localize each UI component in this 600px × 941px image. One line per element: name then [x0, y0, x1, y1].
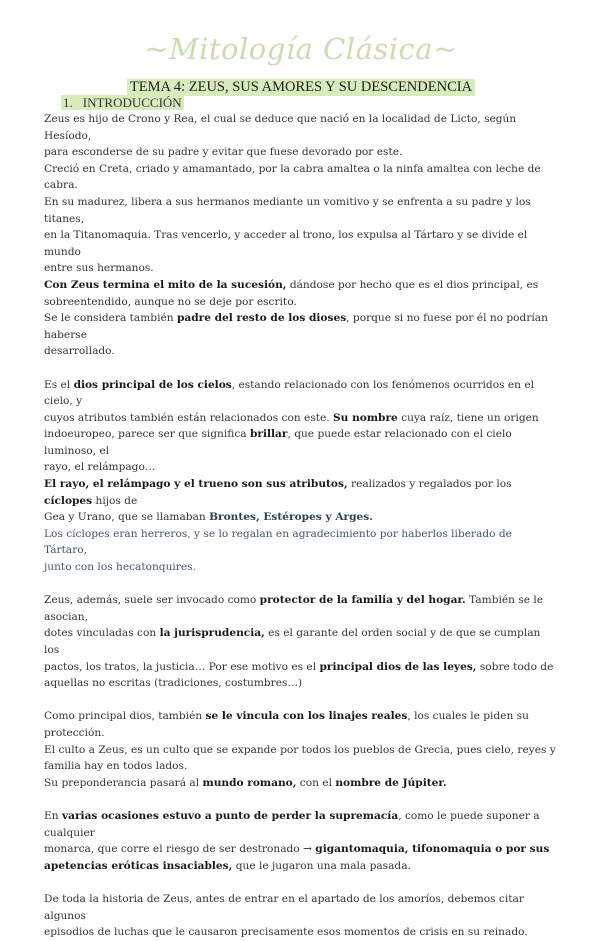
text-span: , que puede estar relacionado con el cielo luminoso, el	[44, 428, 512, 457]
line	[44, 808, 558, 841]
line	[44, 277, 558, 294]
line	[44, 708, 558, 741]
line: episodios de luchas que le causaron precisamente esos momentos de crisis en su reinado.	[44, 926, 528, 939]
bold-text: varias ocasiones estuvo a punto de perder la supremacía	[61, 809, 399, 822]
bold-text: Con Zeus termina el mito de la sucesión,	[44, 278, 287, 291]
bold-text: principal dios de las leyes,	[319, 660, 477, 673]
text-span: Su preponderancia pasará al	[44, 776, 203, 789]
section-number: 1.	[63, 95, 73, 110]
line	[44, 426, 558, 459]
paragraph-gap	[44, 874, 558, 891]
bold-text: gigantomaquia, tifonomaquia o por sus	[315, 843, 550, 856]
bold-blue-text: Brontes, Estéropes y Arges.	[209, 511, 373, 524]
text-span: Zeus, además, suele ser invocado como	[44, 594, 260, 607]
paragraph-gap	[44, 360, 558, 377]
bold-text: padre del resto de los dioses	[176, 312, 347, 325]
line: De toda la historia de Zeus, antes de entrar en el apartado de los amoríos, debemos citar algunos	[44, 892, 524, 922]
bold-text: brillar	[249, 428, 288, 441]
bold-text: mundo romano,	[202, 776, 297, 789]
text-span: Gea y Urano, que se llamaban	[44, 511, 210, 524]
line: desarrollado.	[44, 345, 115, 358]
line: aquellas no escritas (tradiciones, costumbres…)	[44, 677, 303, 690]
line	[44, 476, 558, 509]
line	[44, 410, 558, 427]
text-span: monarca, que corre el riesgo de ser destronado →	[44, 843, 316, 856]
text-span: sobre todo de	[476, 660, 554, 673]
topic-wrap	[44, 76, 558, 94]
document-title: ~Mitología Clásica~	[144, 32, 458, 66]
text-span: es el garante del orden social y de que se cumplan los	[44, 627, 541, 656]
text-span: , estando relacionado con los fenómenos ocurridos en el cielo, y	[44, 378, 535, 408]
bold-text: la jurisprudencia,	[159, 627, 265, 640]
text-span: También se le asocian,	[44, 594, 544, 623]
text-span: En	[44, 809, 62, 822]
section-highlight	[61, 95, 184, 110]
bold-text: Su nombre	[333, 411, 398, 424]
text-span: que le jugaron una mala pasada.	[232, 859, 411, 872]
text-span: pactos, los tratos, la justicia… Por ese motivo es el	[44, 660, 320, 673]
line: El culto a Zeus, es un culto que se expande por todos los pueblos de Grecia, pues cielo, reyes y	[44, 743, 556, 756]
text-span: dotes vinculadas con	[44, 627, 160, 640]
text-span: realizados y regalados por los	[347, 478, 512, 491]
text-span: cuya raíz, tiene un origen	[397, 411, 539, 424]
line	[44, 592, 558, 625]
line: En su madurez, libera a sus hermanos mediante un vomitivo y se enfrenta a su padre y los titanes,	[44, 195, 531, 225]
line	[44, 858, 558, 875]
line: rayo, el relámpago…	[44, 461, 156, 474]
section-label: INTRODUCCIÓN	[82, 95, 182, 110]
blue-line: junto con los hecatonquires.	[44, 561, 196, 574]
line	[44, 775, 558, 792]
line	[44, 625, 558, 658]
line: entre sus hermanos.	[44, 262, 154, 275]
bold-text: dios principal de los cielos	[73, 378, 232, 391]
paragraph-gap	[44, 791, 558, 808]
line: familia hay en todos lados.	[44, 760, 188, 773]
line: sobreentendido, aunque no se deje por escrito.	[44, 295, 297, 308]
text-span: Como principal dios, también	[44, 710, 206, 723]
line: en la Titanomaquia. Tras vencerlo, y acceder al trono, los expulsa al Tártaro y se divide el mundo	[44, 229, 528, 258]
text-span: , los cuales le piden su protección.	[44, 710, 529, 739]
text-span: cuyos atributos también están relacionados con este.	[44, 411, 334, 424]
text-span: con el	[296, 776, 336, 789]
line	[44, 841, 558, 858]
line: para esconderse de su padre y evitar que fuese devorado por este.	[44, 146, 403, 159]
text-span: Es el	[44, 378, 74, 391]
section-heading	[61, 94, 558, 111]
text-span: hijos de	[92, 494, 138, 507]
text-span: , porque si no fuese por él no podrían haberse	[44, 312, 548, 341]
line: Creció en Creta, criado y amamantado, por la cabra amaltea o la ninfa amaltea con leche de cabra.	[44, 162, 541, 192]
text-span: , como le puede suponer a cualquier	[44, 809, 540, 839]
topic-heading: TEMA 4: ZEUS, SUS AMORES Y SU DESCENDENCIA	[127, 79, 475, 96]
paragraph-gap	[44, 692, 558, 709]
paragraph-gap	[44, 576, 558, 593]
line	[44, 310, 558, 343]
bold-text: El rayo, el relámpago y el trueno son sus atributos,	[44, 478, 348, 491]
bold-text: apetencias eróticas insaciables,	[44, 859, 233, 872]
bold-text: cíclopes	[44, 494, 93, 507]
bold-text: se le vincula con los linajes reales	[205, 710, 408, 723]
line	[44, 377, 558, 410]
line: Zeus es hijo de Crono y Rea, el cual se deduce que nació en la localidad de Licto, según Hesíodo,	[44, 113, 517, 142]
bold-text: protector de la familia y del hogar.	[259, 594, 466, 607]
blue-line: Los cíclopes eran herreros, y se lo regalan en agradecimiento por haberlos liberado de Tártaro,	[44, 527, 512, 557]
text-span: Se le considera también	[44, 312, 177, 325]
line	[44, 509, 558, 526]
text-span: dándose por hecho que es el dios principal, es	[286, 278, 539, 291]
line	[44, 659, 558, 676]
bold-text: nombre de Júpiter.	[335, 776, 447, 789]
text-span: indoeuropeo, parece ser que significa	[44, 428, 250, 441]
